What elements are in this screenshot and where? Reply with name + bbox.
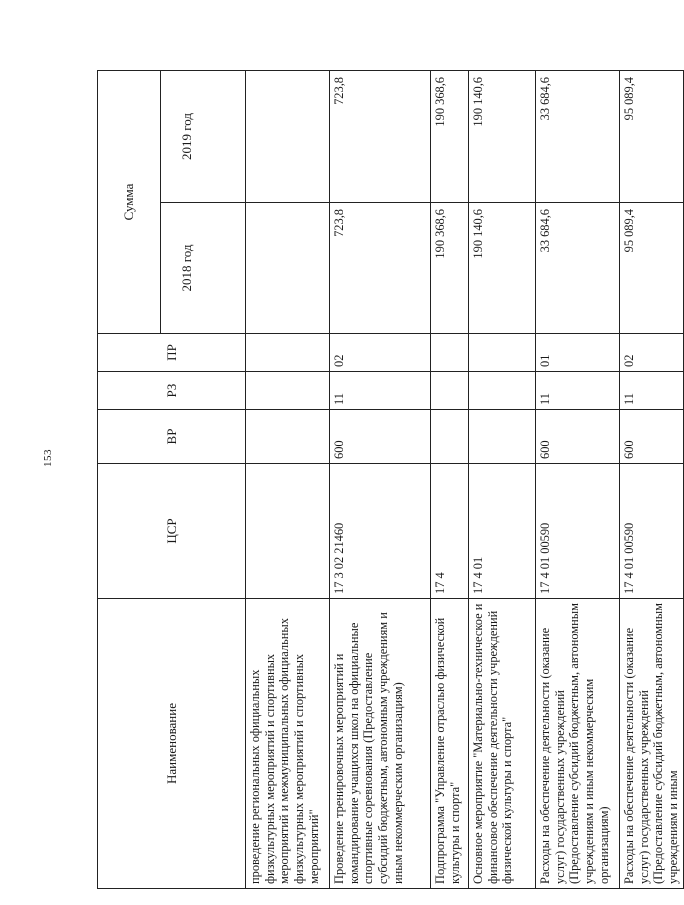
cell-2019: 190 368,6 bbox=[431, 71, 469, 203]
page-number: 153 bbox=[42, 449, 54, 467]
cell-csr: 17 3 02 21460 bbox=[330, 464, 431, 599]
cell-2019 bbox=[246, 71, 330, 203]
cell-name: Подпрограмма "Управление отраслью физической культуры и спорта" bbox=[431, 599, 469, 889]
cell-csr: 17 4 01 00590 bbox=[620, 464, 684, 599]
cell-pr: 01 bbox=[536, 334, 620, 372]
cell-vr bbox=[469, 410, 536, 464]
cell-name: Расходы на обеспечение деятельности (оказание услуг) государственных учреждений (Предоставление субсидий бюджетным, автономным учреждениям и иным bbox=[620, 599, 684, 889]
cell-2018 bbox=[246, 203, 330, 334]
table-row bbox=[536, 71, 620, 889]
table-row bbox=[431, 71, 469, 889]
cell-name: Проведение тренировочных мероприятий и командирование учащихся школ на официальные спортивные соревнования (Предоставление субсидий бюджетным, автономным учреждениям и иным некоммерческим организациям) bbox=[330, 599, 431, 889]
cell-pr bbox=[469, 334, 536, 372]
cell-csr: 17 4 01 00590 bbox=[536, 464, 620, 599]
cell-vr: 600 bbox=[330, 410, 431, 464]
header-pr: ПР bbox=[98, 334, 246, 372]
table-row bbox=[620, 71, 684, 889]
cell-csr: 17 4 01 bbox=[469, 464, 536, 599]
cell-2018: 190 368,6 bbox=[431, 203, 469, 334]
cell-csr: 17 4 bbox=[431, 464, 469, 599]
header-name: Наименование bbox=[98, 599, 246, 889]
cell-vr: 600 bbox=[620, 410, 684, 464]
cell-name: Расходы на обеспечение деятельности (оказание услуг) государственных учреждений (Предоставление субсидий бюджетным, автономным учреждениям и иным некоммерческим организациям) bbox=[536, 599, 620, 889]
header-vr: ВР bbox=[98, 410, 246, 464]
cell-pr: 02 bbox=[330, 334, 431, 372]
header-sum: Сумма bbox=[98, 71, 161, 334]
header-2019: 2019 год bbox=[161, 71, 246, 203]
table-row bbox=[246, 71, 330, 889]
cell-pr bbox=[431, 334, 469, 372]
cell-2019: 190 140,6 bbox=[469, 71, 536, 203]
header-csr: ЦСР bbox=[98, 464, 246, 599]
cell-2018: 33 684,6 bbox=[536, 203, 620, 334]
cell-2019: 95 089,4 bbox=[620, 71, 684, 203]
header-2018: 2018 год bbox=[161, 203, 246, 334]
cell-vr: 600 bbox=[536, 410, 620, 464]
table-row bbox=[469, 71, 536, 889]
cell-rz: 11 bbox=[620, 372, 684, 410]
cell-name: проведение региональных официальных физкультурных мероприятий и спортивных мероприятий и межмуниципальных официальных физкультурных мероприятий и спортивных мероприятий" bbox=[246, 599, 330, 889]
cell-rz: 11 bbox=[536, 372, 620, 410]
cell-2019: 723,8 bbox=[330, 71, 431, 203]
cell-rz bbox=[431, 372, 469, 410]
cell-pr bbox=[246, 334, 330, 372]
cell-pr: 02 bbox=[620, 334, 684, 372]
cell-2018: 190 140,6 bbox=[469, 203, 536, 334]
cell-vr bbox=[431, 410, 469, 464]
cell-name: Основное мероприятие "Материально-техническое и финансовое обеспечение деятельности учреждений физической культуры и спорта" bbox=[469, 599, 536, 889]
budget-table bbox=[97, 70, 684, 889]
cell-csr bbox=[246, 464, 330, 599]
cell-2019: 33 684,6 bbox=[536, 71, 620, 203]
cell-2018: 95 089,4 bbox=[620, 203, 684, 334]
cell-vr bbox=[246, 410, 330, 464]
header-rz: РЗ bbox=[98, 372, 246, 410]
table-row bbox=[330, 71, 431, 889]
header-row-top bbox=[98, 71, 161, 889]
cell-rz bbox=[246, 372, 330, 410]
cell-rz bbox=[469, 372, 536, 410]
cell-2018: 723,8 bbox=[330, 203, 431, 334]
cell-rz: 11 bbox=[330, 372, 431, 410]
rotated-page-content bbox=[97, 71, 680, 889]
